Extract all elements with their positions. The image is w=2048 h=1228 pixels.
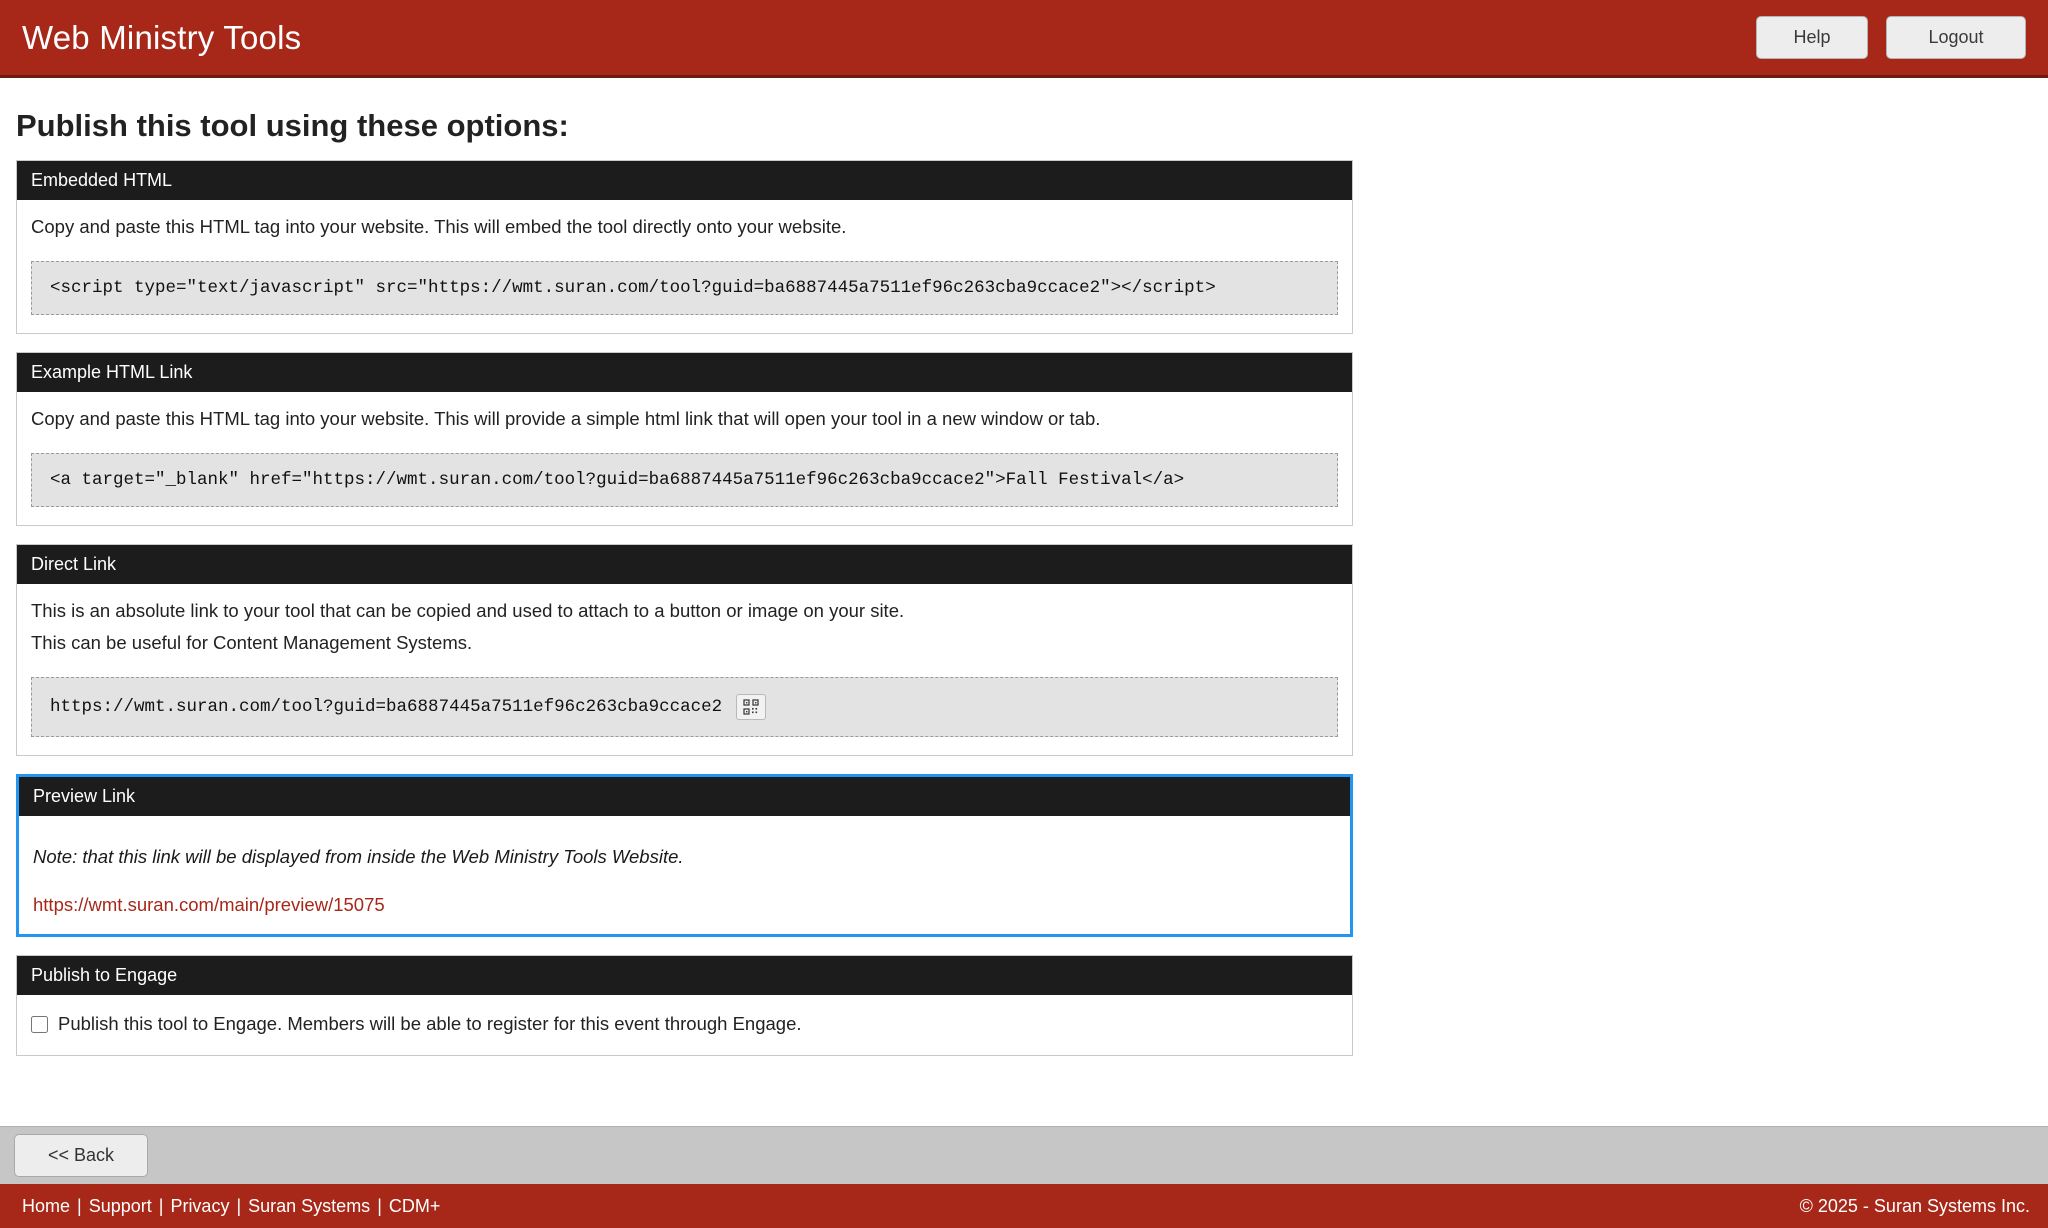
publish-to-engage-label[interactable]: Publish this tool to Engage. Members will be able to register for this event through Engage.	[58, 1013, 802, 1035]
help-button[interactable]: Help	[1756, 16, 1868, 59]
preview-link-url[interactable]: https://wmt.suran.com/main/preview/15075	[33, 894, 385, 916]
app-title: Web Ministry Tools	[22, 18, 302, 56]
embedded-html-code[interactable]: <script type="text/javascript" src="https://wmt.suran.com/tool?guid=ba6887445a7511ef96c263cba9ccace2"></script>	[31, 261, 1338, 315]
action-bar	[0, 1126, 2048, 1184]
logout-button[interactable]: Logout	[1886, 16, 2026, 59]
footer-link-privacy[interactable]: Privacy	[170, 1195, 230, 1216]
publish-to-engage-row	[31, 1009, 1338, 1037]
panel-publish-to-engage-body	[17, 995, 1352, 1055]
page-title: Publish this tool using these options:	[16, 108, 569, 143]
footer-separator: |	[77, 1195, 82, 1216]
qr-code-icon[interactable]	[736, 694, 766, 720]
panel-direct-link-heading: Direct Link	[17, 545, 1352, 584]
main-content	[0, 78, 2048, 1126]
panel-preview-link-body	[19, 816, 1350, 934]
panel-direct-link-body	[17, 584, 1352, 756]
direct-link-code-row	[31, 677, 1338, 737]
preview-link-note: Note: that this link will be displayed from inside the Web Ministry Tools Website.	[33, 846, 684, 868]
footer-link-suran-systems[interactable]: Suran Systems	[248, 1195, 371, 1216]
panel-example-html-link-heading: Example HTML Link	[17, 353, 1352, 392]
panel-publish-to-engage-heading: Publish to Engage	[17, 956, 1352, 995]
panel-example-html-link-body	[17, 392, 1352, 525]
panel-example-html-link	[16, 352, 1353, 526]
footer-link-support[interactable]: Support	[88, 1195, 152, 1216]
panel-embedded-html-body	[17, 200, 1352, 333]
footer-separator: |	[377, 1195, 382, 1216]
panel-example-html-link-description: Copy and paste this HTML tag into your website. This will provide a simple html link that will open your tool in a new window or tab.	[31, 407, 1101, 429]
footer-link-cdm-plus[interactable]: CDM+	[388, 1195, 441, 1216]
page-footer	[0, 1184, 2048, 1228]
panel-preview-link-heading: Preview Link	[19, 777, 1350, 816]
panel-embedded-html-description: Copy and paste this HTML tag into your website. This will embed the tool directly onto your website.	[31, 216, 847, 237]
panel-publish-to-engage	[16, 955, 1353, 1056]
panel-direct-link	[16, 544, 1353, 757]
footer-links	[22, 1196, 440, 1217]
footer-separator: |	[236, 1195, 242, 1216]
panel-direct-link-description-1: This is an absolute link to your tool that can be copied and used to attach to a button or image on your site.	[31, 599, 905, 621]
panel-direct-link-description-2: This can be useful for Content Management Systems.	[31, 632, 473, 654]
panel-embedded-html	[16, 160, 1353, 334]
panel-embedded-html-heading: Embedded HTML	[17, 161, 1352, 200]
example-html-link-code[interactable]: <a target="_blank" href="https://wmt.suran.com/tool?guid=ba6887445a7511ef96c263cba9ccace2">Fall Festival</a>	[31, 453, 1338, 507]
header-actions	[1756, 16, 2026, 59]
panel-preview-link	[16, 774, 1353, 937]
app-header	[0, 0, 2048, 78]
footer-copyright: © 2025 - Suran Systems Inc.	[1799, 1195, 2030, 1216]
direct-link-url[interactable]: https://wmt.suran.com/tool?guid=ba6887445a7511ef96c263cba9ccace2	[50, 697, 723, 718]
footer-link-home[interactable]: Home	[22, 1195, 71, 1216]
footer-separator: |	[158, 1195, 164, 1216]
publish-to-engage-checkbox[interactable]	[31, 1016, 48, 1033]
back-button[interactable]: << Back	[14, 1134, 148, 1177]
